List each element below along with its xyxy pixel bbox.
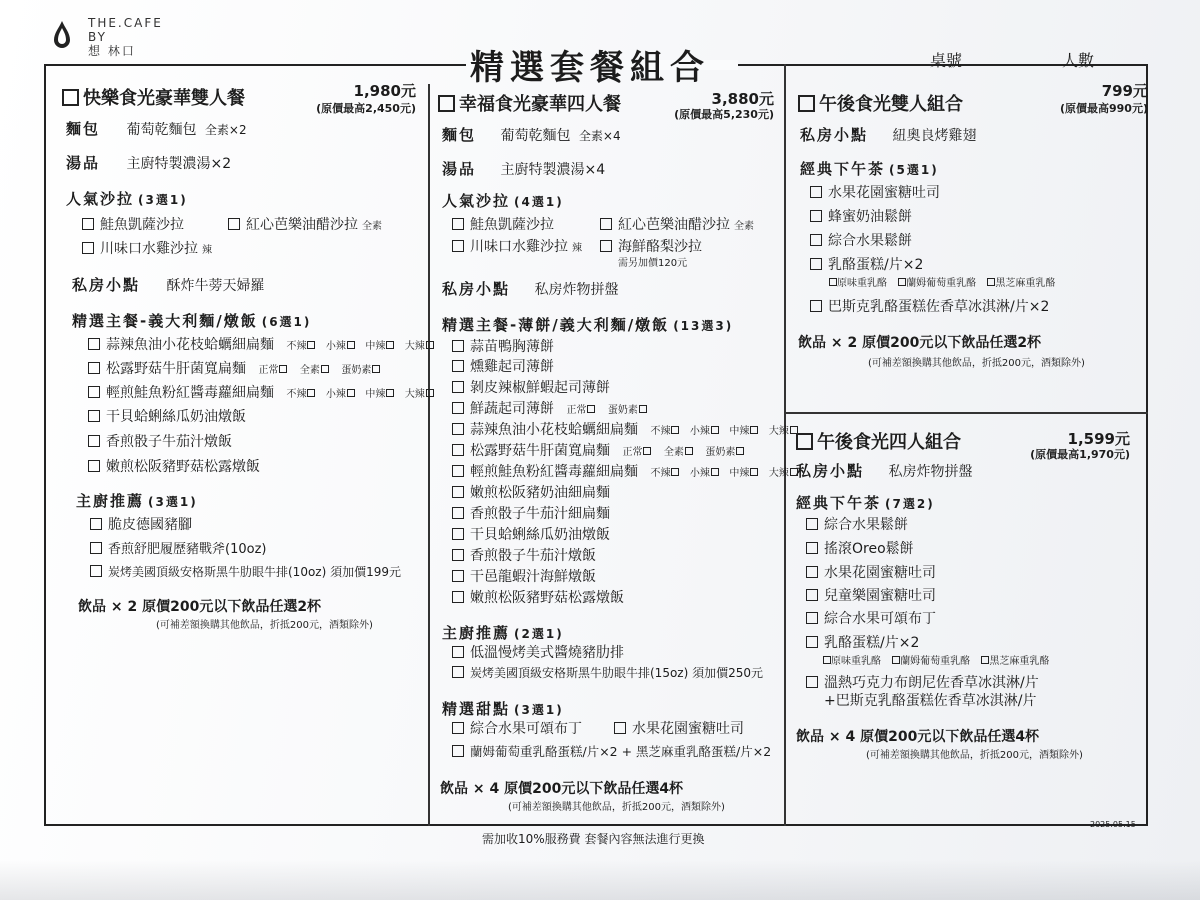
option-checkbox[interactable] bbox=[711, 426, 719, 434]
option-label: 不辣 bbox=[650, 468, 671, 479]
set-1-soup bbox=[66, 152, 231, 173]
item-label: 綜合水果鬆餅 bbox=[824, 517, 908, 533]
column-divider-1 bbox=[428, 84, 430, 826]
checkbox[interactable] bbox=[452, 666, 464, 678]
option-checkbox[interactable] bbox=[426, 341, 434, 349]
item-label: 低溫慢烤美式醬燒豬肋排 bbox=[470, 645, 624, 661]
option-label: 原味重乳酪 bbox=[837, 278, 887, 289]
checkbox[interactable] bbox=[452, 340, 464, 352]
list-item[interactable] bbox=[810, 206, 912, 226]
set-1-snack bbox=[72, 274, 264, 295]
list-item[interactable] bbox=[452, 398, 647, 418]
list-item[interactable] bbox=[452, 587, 624, 607]
checkbox[interactable] bbox=[452, 570, 464, 582]
list-item[interactable] bbox=[806, 632, 919, 652]
list-item[interactable] bbox=[614, 718, 744, 738]
set-1-drink-note: (可補差額換購其他飲品，折抵200元，酒類除外) bbox=[156, 620, 373, 631]
option-label: 正常 bbox=[622, 447, 643, 458]
item-label: 鮮蔬起司薄餅 bbox=[470, 401, 554, 417]
list-item[interactable] bbox=[600, 214, 754, 234]
item-label: 炭烤美國頂級安格斯黑牛肋眼牛排(10oz) 須加價199元 bbox=[108, 565, 401, 579]
snack-item: 私房炸物拼盤 bbox=[888, 464, 973, 480]
checkbox[interactable] bbox=[452, 360, 464, 372]
option-checkbox[interactable] bbox=[829, 278, 837, 286]
column-divider-2 bbox=[784, 64, 786, 826]
option-label: 正常 bbox=[258, 365, 279, 376]
checkbox[interactable] bbox=[806, 518, 818, 530]
salad-choice: (4選1) bbox=[514, 195, 564, 209]
checkbox[interactable] bbox=[452, 646, 464, 658]
item-label: 香煎骰子牛茄汁燉飯 bbox=[106, 434, 232, 450]
list-item[interactable] bbox=[452, 461, 798, 481]
cheesecake-options bbox=[828, 274, 1055, 289]
checkbox[interactable] bbox=[806, 542, 818, 554]
soup-item: 主廚特製濃湯×4 bbox=[500, 162, 606, 178]
item-label: 剝皮辣椒鮮蝦起司薄餅 bbox=[470, 380, 610, 396]
set-2-drink: 飲品 × 4 原價200元以下飲品任選4杯 bbox=[440, 781, 684, 797]
bread-tag: 全素×4 bbox=[578, 129, 621, 143]
option-checkbox[interactable] bbox=[321, 365, 329, 373]
set-2-name: 幸福食光豪華四人餐 bbox=[459, 94, 621, 115]
list-item[interactable] bbox=[452, 482, 610, 502]
list-item[interactable] bbox=[88, 456, 260, 476]
checkbox[interactable] bbox=[88, 362, 100, 374]
option-checkbox[interactable] bbox=[279, 365, 287, 373]
item-tag: 辣 bbox=[572, 243, 582, 254]
tea-choice: (5選1) bbox=[889, 163, 939, 177]
set-4-snack bbox=[796, 460, 972, 481]
set-1-price: 1,980元 bbox=[353, 82, 416, 100]
option-checkbox[interactable] bbox=[898, 278, 906, 286]
option-checkbox[interactable] bbox=[307, 389, 315, 397]
checkbox[interactable] bbox=[452, 423, 464, 435]
snack-label: 私房小點 bbox=[442, 280, 511, 298]
item-label: 干貝蛤蜊絲瓜奶油燉飯 bbox=[470, 527, 610, 543]
set-3-drink: 飲品 × 2 原價200元以下飲品任選2杯 bbox=[798, 335, 1042, 351]
item-tag: 辣 bbox=[202, 245, 212, 256]
set-1-bread bbox=[66, 118, 247, 139]
list-item[interactable] bbox=[452, 236, 582, 256]
item-label: 香煎骰子牛茄汁細扁麵 bbox=[470, 506, 610, 522]
headcount-label: 人數 bbox=[1062, 51, 1095, 70]
option-checkbox[interactable] bbox=[347, 341, 355, 349]
snack-label: 私房小點 bbox=[796, 462, 865, 480]
option-label: 大辣 bbox=[768, 426, 789, 437]
option-label: 中辣 bbox=[365, 389, 386, 400]
item-label: 紅心芭樂油醋沙拉 bbox=[246, 217, 358, 233]
item-label: 嫩煎松阪豬奶油細扁麵 bbox=[470, 485, 610, 501]
brand-line1: THE.CAFE bbox=[88, 16, 163, 30]
option-label: 小辣 bbox=[325, 389, 346, 400]
chef-choice: (2選1) bbox=[514, 627, 564, 641]
checkbox[interactable] bbox=[88, 435, 100, 447]
option-label: 黑芝麻重乳酪 bbox=[995, 278, 1056, 289]
soup-label: 湯品 bbox=[66, 154, 101, 172]
list-item[interactable] bbox=[806, 585, 936, 605]
dessert-title: 精選甜點 bbox=[442, 700, 511, 718]
item-label: 川味口水雞沙拉 bbox=[100, 241, 198, 257]
salad4-note: 需另加價120元 bbox=[618, 258, 688, 269]
checkbox[interactable] bbox=[810, 258, 822, 270]
list-item[interactable] bbox=[452, 356, 554, 376]
bread-label: 麵包 bbox=[66, 120, 101, 138]
set-2-dessert-title bbox=[442, 698, 564, 719]
option-label: 蘭姆葡萄重乳酪 bbox=[900, 656, 971, 667]
snack-label: 私房小點 bbox=[800, 126, 869, 144]
item-label: 干邑龍蝦汁海鮮燉飯 bbox=[470, 569, 596, 585]
checkbox[interactable] bbox=[452, 722, 464, 734]
set-2-chef-title bbox=[442, 622, 564, 643]
list-item[interactable] bbox=[82, 238, 212, 258]
list-item[interactable] bbox=[452, 377, 610, 397]
brand-line2: BY bbox=[88, 30, 107, 44]
option-label: 原味重乳酪 bbox=[831, 656, 881, 667]
checkbox[interactable] bbox=[82, 242, 94, 254]
option-label: 中辣 bbox=[729, 468, 750, 479]
item-label: 綜合水果可頌布丁 bbox=[824, 611, 936, 627]
set-2-salad-title bbox=[442, 190, 564, 211]
checkbox[interactable] bbox=[90, 565, 102, 577]
set-4-original-price: (原價最高1,970元) bbox=[1030, 448, 1130, 461]
option-label: 大辣 bbox=[404, 389, 425, 400]
option-checkbox[interactable] bbox=[643, 447, 651, 455]
set-3-price: 799元 bbox=[1101, 82, 1148, 100]
list-item[interactable] bbox=[452, 718, 582, 738]
item-label: 搖滾Oreo鬆餅 bbox=[824, 541, 914, 557]
checkbox[interactable] bbox=[228, 218, 240, 230]
snack-item: 酥炸牛蒡天婦羅 bbox=[166, 278, 265, 294]
option-checkbox[interactable] bbox=[685, 447, 693, 455]
snack-item: 紐奧良烤雞翅 bbox=[892, 128, 977, 144]
set-4-drink-note: (可補差額換購其他飲品，折抵200元，酒類除外) bbox=[866, 750, 1083, 761]
list-item[interactable] bbox=[452, 524, 610, 544]
option-label: 不辣 bbox=[286, 341, 307, 352]
print-date: 2025.05.15 bbox=[1090, 820, 1136, 829]
item-label: 川味口水雞沙拉 bbox=[470, 239, 568, 255]
option-label: 不辣 bbox=[286, 389, 307, 400]
item-label: 脆皮德國豬腳 bbox=[108, 517, 192, 533]
set-1-original-price: (原價最高2,450元) bbox=[316, 102, 416, 115]
list-item[interactable] bbox=[806, 672, 1039, 692]
footer-note: 需加收10%服務費 套餐內容無法進行更換 bbox=[482, 832, 705, 846]
option-checkbox[interactable] bbox=[671, 426, 679, 434]
cheesecake-options bbox=[822, 652, 1049, 667]
list-item[interactable] bbox=[452, 566, 596, 586]
list-item[interactable] bbox=[810, 254, 923, 274]
option-checkbox[interactable] bbox=[750, 426, 758, 434]
option-label: 大辣 bbox=[404, 341, 425, 352]
bottom-shadow bbox=[0, 860, 1200, 900]
bread-item: 葡萄乾麵包 bbox=[500, 128, 571, 144]
option-checkbox[interactable] bbox=[711, 468, 719, 476]
set-2-snack bbox=[442, 278, 618, 299]
list-item[interactable] bbox=[806, 538, 914, 558]
set-1-salad-title bbox=[66, 188, 188, 209]
item-label: 水果花園蜜糖吐司 bbox=[828, 185, 940, 201]
item-label: 巴斯克乳酪蛋糕佐香草冰淇淋/片×2 bbox=[828, 299, 1050, 315]
chef-title: 主廚推薦 bbox=[442, 624, 511, 642]
list-item[interactable] bbox=[452, 545, 596, 565]
option-label: 蛋奶素 bbox=[607, 405, 638, 416]
salad-title: 人氣沙拉 bbox=[442, 192, 511, 210]
tea-title: 經典下午茶 bbox=[796, 494, 882, 512]
list-item[interactable] bbox=[228, 214, 382, 234]
checkbox[interactable] bbox=[810, 234, 822, 246]
item-label: 輕煎鮭魚粉紅醬毒蘿細扁麵 bbox=[106, 385, 274, 401]
set-1-chef-title bbox=[76, 490, 198, 511]
drop-logo-icon bbox=[52, 20, 72, 50]
option-checkbox[interactable] bbox=[307, 341, 315, 349]
main-title: 精選主餐-義大利麵/燉飯 bbox=[72, 312, 258, 330]
main-choice: (6選1) bbox=[261, 315, 312, 329]
checkbox[interactable] bbox=[614, 722, 626, 734]
item-tag: 全素 bbox=[734, 221, 754, 232]
set-1-checkbox[interactable] bbox=[62, 89, 79, 106]
option-label: 小辣 bbox=[689, 468, 710, 479]
option-label: 全素 bbox=[663, 447, 684, 458]
item-label: 乳酪蛋糕/片×2 bbox=[824, 635, 920, 651]
list-item[interactable] bbox=[90, 514, 192, 534]
option-checkbox[interactable] bbox=[736, 447, 744, 455]
set-2-original-price: (原價最高5,230元) bbox=[674, 108, 774, 121]
set-2-drink-note: (可補差額換購其他飲品，折抵200元，酒類除外) bbox=[508, 802, 725, 813]
item-label: 蒜苗鴨胸薄餅 bbox=[470, 339, 554, 355]
list-item[interactable] bbox=[82, 214, 184, 234]
chef-choice: (3選1) bbox=[148, 495, 198, 509]
list-item[interactable] bbox=[88, 431, 232, 451]
list-item[interactable] bbox=[452, 664, 763, 681]
set-2-soup bbox=[442, 158, 605, 179]
option-label: 不辣 bbox=[650, 426, 671, 437]
list-item[interactable] bbox=[806, 514, 908, 534]
set-3-snack bbox=[800, 124, 976, 145]
checkbox[interactable] bbox=[452, 465, 464, 477]
list-item[interactable] bbox=[90, 538, 266, 557]
checkbox[interactable] bbox=[452, 381, 464, 393]
checkbox[interactable] bbox=[452, 745, 464, 757]
checkbox[interactable] bbox=[806, 676, 818, 688]
item-label: 鮭魚凱薩沙拉 bbox=[470, 217, 554, 233]
list-item[interactable] bbox=[810, 230, 912, 250]
brand-text bbox=[88, 16, 163, 58]
item-label: 松露野菇牛肝菌寬扁麵 bbox=[470, 443, 610, 459]
list-item[interactable] bbox=[88, 334, 434, 354]
item-label: 綜合水果可頌布丁 bbox=[470, 721, 582, 737]
list-item[interactable] bbox=[452, 214, 554, 234]
checkbox[interactable] bbox=[452, 402, 464, 414]
item-label: 兒童樂園蜜糖吐司 bbox=[824, 588, 936, 604]
list-item[interactable] bbox=[452, 742, 771, 760]
item-label: 蜂蜜奶油鬆餅 bbox=[828, 209, 912, 225]
item-label: 炭烤美國頂級安格斯黑牛肋眼牛排(15oz) 須加價250元 bbox=[470, 666, 763, 680]
list-item[interactable] bbox=[810, 182, 940, 202]
option-checkbox[interactable] bbox=[823, 656, 831, 664]
checkbox[interactable] bbox=[452, 507, 464, 519]
option-label: 蛋奶素 bbox=[341, 365, 372, 376]
main-choice: (13選3) bbox=[673, 319, 734, 333]
option-label: 中辣 bbox=[729, 426, 750, 437]
set-2-title[interactable] bbox=[438, 90, 621, 116]
option-label: 大辣 bbox=[768, 468, 789, 479]
set-3-tea-title bbox=[800, 158, 939, 179]
tea-title: 經典下午茶 bbox=[800, 160, 886, 178]
checkbox[interactable] bbox=[452, 486, 464, 498]
snack-item: 私房炸物拼盤 bbox=[534, 282, 619, 298]
soup-label: 湯品 bbox=[442, 160, 477, 178]
list-item[interactable] bbox=[452, 503, 610, 523]
checkbox[interactable] bbox=[88, 386, 100, 398]
salad-title: 人氣沙拉 bbox=[66, 190, 135, 208]
set-4-tea-title bbox=[796, 492, 935, 513]
checkbox[interactable] bbox=[806, 636, 818, 648]
set-4-title[interactable] bbox=[796, 428, 961, 454]
set-3-title[interactable] bbox=[798, 90, 963, 116]
list-item[interactable] bbox=[452, 419, 798, 439]
bread-tag: 全素×2 bbox=[204, 123, 247, 137]
salad-choice: (3選1) bbox=[138, 193, 188, 207]
option-checkbox[interactable] bbox=[372, 365, 380, 373]
set-4-checkbox[interactable] bbox=[796, 433, 813, 450]
checkbox[interactable] bbox=[452, 549, 464, 561]
item-label: 燻雞起司薄餅 bbox=[470, 359, 554, 375]
checkbox[interactable] bbox=[600, 218, 612, 230]
checkbox[interactable] bbox=[452, 218, 464, 230]
option-checkbox[interactable] bbox=[347, 389, 355, 397]
option-checkbox[interactable] bbox=[639, 405, 647, 413]
item-continuation: +巴斯克乳酪蛋糕佐香草冰淇淋/片 bbox=[824, 693, 1037, 709]
item-label: 鮭魚凱薩沙拉 bbox=[100, 217, 184, 233]
set-4-drink: 飲品 × 4 原價200元以下飲品任選4杯 bbox=[796, 729, 1040, 745]
item-label: 香煎骰子牛茄汁燉飯 bbox=[470, 548, 596, 564]
right-column-divider bbox=[784, 412, 1148, 414]
option-checkbox[interactable] bbox=[587, 405, 595, 413]
checkbox[interactable] bbox=[806, 566, 818, 578]
option-checkbox[interactable] bbox=[671, 468, 679, 476]
set-2-checkbox[interactable] bbox=[438, 95, 455, 112]
list-item[interactable] bbox=[452, 642, 624, 662]
list-item[interactable] bbox=[452, 336, 554, 356]
item-label: 嫩煎松阪豬野菇松露燉飯 bbox=[470, 590, 624, 606]
checkbox[interactable] bbox=[82, 218, 94, 230]
list-item[interactable] bbox=[806, 608, 936, 628]
list-item[interactable] bbox=[90, 563, 401, 580]
option-checkbox[interactable] bbox=[386, 389, 394, 397]
bread-label: 麵包 bbox=[442, 126, 477, 144]
soup-item: 主廚特製濃湯×2 bbox=[126, 156, 232, 172]
list-item[interactable] bbox=[88, 406, 246, 426]
checkbox[interactable] bbox=[600, 240, 612, 252]
checkbox[interactable] bbox=[806, 589, 818, 601]
set-3-original-price: (原價最高990元) bbox=[1059, 102, 1148, 115]
option-checkbox[interactable] bbox=[386, 341, 394, 349]
dessert-choice: (3選1) bbox=[514, 703, 564, 717]
option-label: 蘭姆葡萄重乳酪 bbox=[906, 278, 977, 289]
option-label: 小辣 bbox=[325, 341, 346, 352]
set-4-name: 午後食光四人組合 bbox=[817, 432, 961, 453]
checkbox[interactable] bbox=[452, 528, 464, 540]
item-label: 干貝蛤蜊絲瓜奶油燉飯 bbox=[106, 409, 246, 425]
set-1-name: 快樂食光豪華雙人餐 bbox=[83, 88, 245, 109]
list-item[interactable] bbox=[452, 440, 744, 460]
item-tag: 全素 bbox=[362, 221, 382, 232]
item-label: 溫熱巧克力布朗尼佐香草冰淇淋/片 bbox=[824, 675, 1039, 691]
option-label: 黑芝麻重乳酪 bbox=[989, 656, 1050, 667]
set-3-checkbox[interactable] bbox=[798, 95, 815, 112]
set-3-drink-note: (可補差額換購其他飲品，折抵200元，酒類除外) bbox=[868, 358, 1085, 369]
item-label: 紅心芭樂油醋沙拉 bbox=[618, 217, 730, 233]
tea-choice: (7選2) bbox=[885, 497, 935, 511]
option-checkbox[interactable] bbox=[426, 389, 434, 397]
item-label: 蘭姆葡萄重乳酪蛋糕/片×2 + 黑芝麻重乳酪蛋糕/片×2 bbox=[470, 744, 772, 759]
item-label: 嫩煎松阪豬野菇松露燉飯 bbox=[106, 459, 260, 475]
checkbox[interactable] bbox=[452, 240, 464, 252]
option-label: 中辣 bbox=[365, 341, 386, 352]
checkbox[interactable] bbox=[90, 542, 102, 554]
option-label: 全素 bbox=[299, 365, 320, 376]
table-number-label: 桌號 bbox=[930, 51, 963, 70]
option-checkbox[interactable] bbox=[750, 468, 758, 476]
set-2-main-title bbox=[442, 314, 733, 335]
option-checkbox[interactable] bbox=[892, 656, 900, 664]
set-1-title[interactable] bbox=[62, 84, 245, 110]
cafe-logo bbox=[52, 16, 163, 58]
list-item[interactable] bbox=[88, 358, 380, 378]
chef-title: 主廚推薦 bbox=[76, 492, 145, 510]
checkbox[interactable] bbox=[810, 300, 822, 312]
checkbox[interactable] bbox=[810, 186, 822, 198]
item-label: 水果花園蜜糖吐司 bbox=[632, 721, 744, 737]
checkbox[interactable] bbox=[88, 460, 100, 472]
option-label: 蛋奶素 bbox=[705, 447, 736, 458]
checkbox[interactable] bbox=[88, 410, 100, 422]
bread-item: 葡萄乾麵包 bbox=[126, 122, 197, 138]
item-label: 輕煎鮭魚粉紅醬毒蘿細扁麵 bbox=[470, 464, 638, 480]
set-1-main-title bbox=[72, 310, 311, 331]
list-item[interactable] bbox=[600, 236, 702, 256]
item-label: 松露野菇牛肝菌寬扁麵 bbox=[106, 361, 246, 377]
page-title: 精選套餐組合 bbox=[470, 48, 710, 88]
item-label: 綜合水果鬆餅 bbox=[828, 233, 912, 249]
item-label: 海鮮酪梨沙拉 bbox=[618, 239, 702, 255]
item-label: 乳酪蛋糕/片×2 bbox=[828, 257, 924, 273]
checkbox[interactable] bbox=[90, 518, 102, 530]
set-3-name: 午後食光雙人組合 bbox=[819, 94, 963, 115]
option-label: 正常 bbox=[566, 405, 587, 416]
main-title: 精選主餐-薄餅/義大利麵/燉飯 bbox=[442, 316, 670, 334]
list-item[interactable] bbox=[88, 382, 434, 402]
item-label: 蒜辣魚油小花枝蛤蠣細扁麵 bbox=[106, 337, 274, 353]
option-label: 小辣 bbox=[689, 426, 710, 437]
brand-line3: 想 林口 bbox=[88, 44, 136, 58]
item-label: 香煎舒肥履歷豬戰斧(10oz) bbox=[108, 542, 267, 557]
list-item[interactable] bbox=[810, 296, 1049, 316]
set-2-price: 3,880元 bbox=[711, 90, 774, 108]
checkbox[interactable] bbox=[88, 338, 100, 350]
checkbox[interactable] bbox=[452, 444, 464, 456]
set-4-price: 1,599元 bbox=[1067, 430, 1130, 448]
list-item[interactable] bbox=[806, 562, 936, 582]
set-1-drink: 飲品 × 2 原價200元以下飲品任選2杯 bbox=[78, 599, 322, 615]
item-label: 水果花園蜜糖吐司 bbox=[824, 565, 936, 581]
checkbox[interactable] bbox=[810, 210, 822, 222]
item-label: 蒜辣魚油小花枝蛤蠣細扁麵 bbox=[470, 422, 638, 438]
snack-label: 私房小點 bbox=[72, 276, 141, 294]
set-2-bread bbox=[442, 124, 621, 145]
checkbox[interactable] bbox=[452, 591, 464, 603]
checkbox[interactable] bbox=[806, 612, 818, 624]
